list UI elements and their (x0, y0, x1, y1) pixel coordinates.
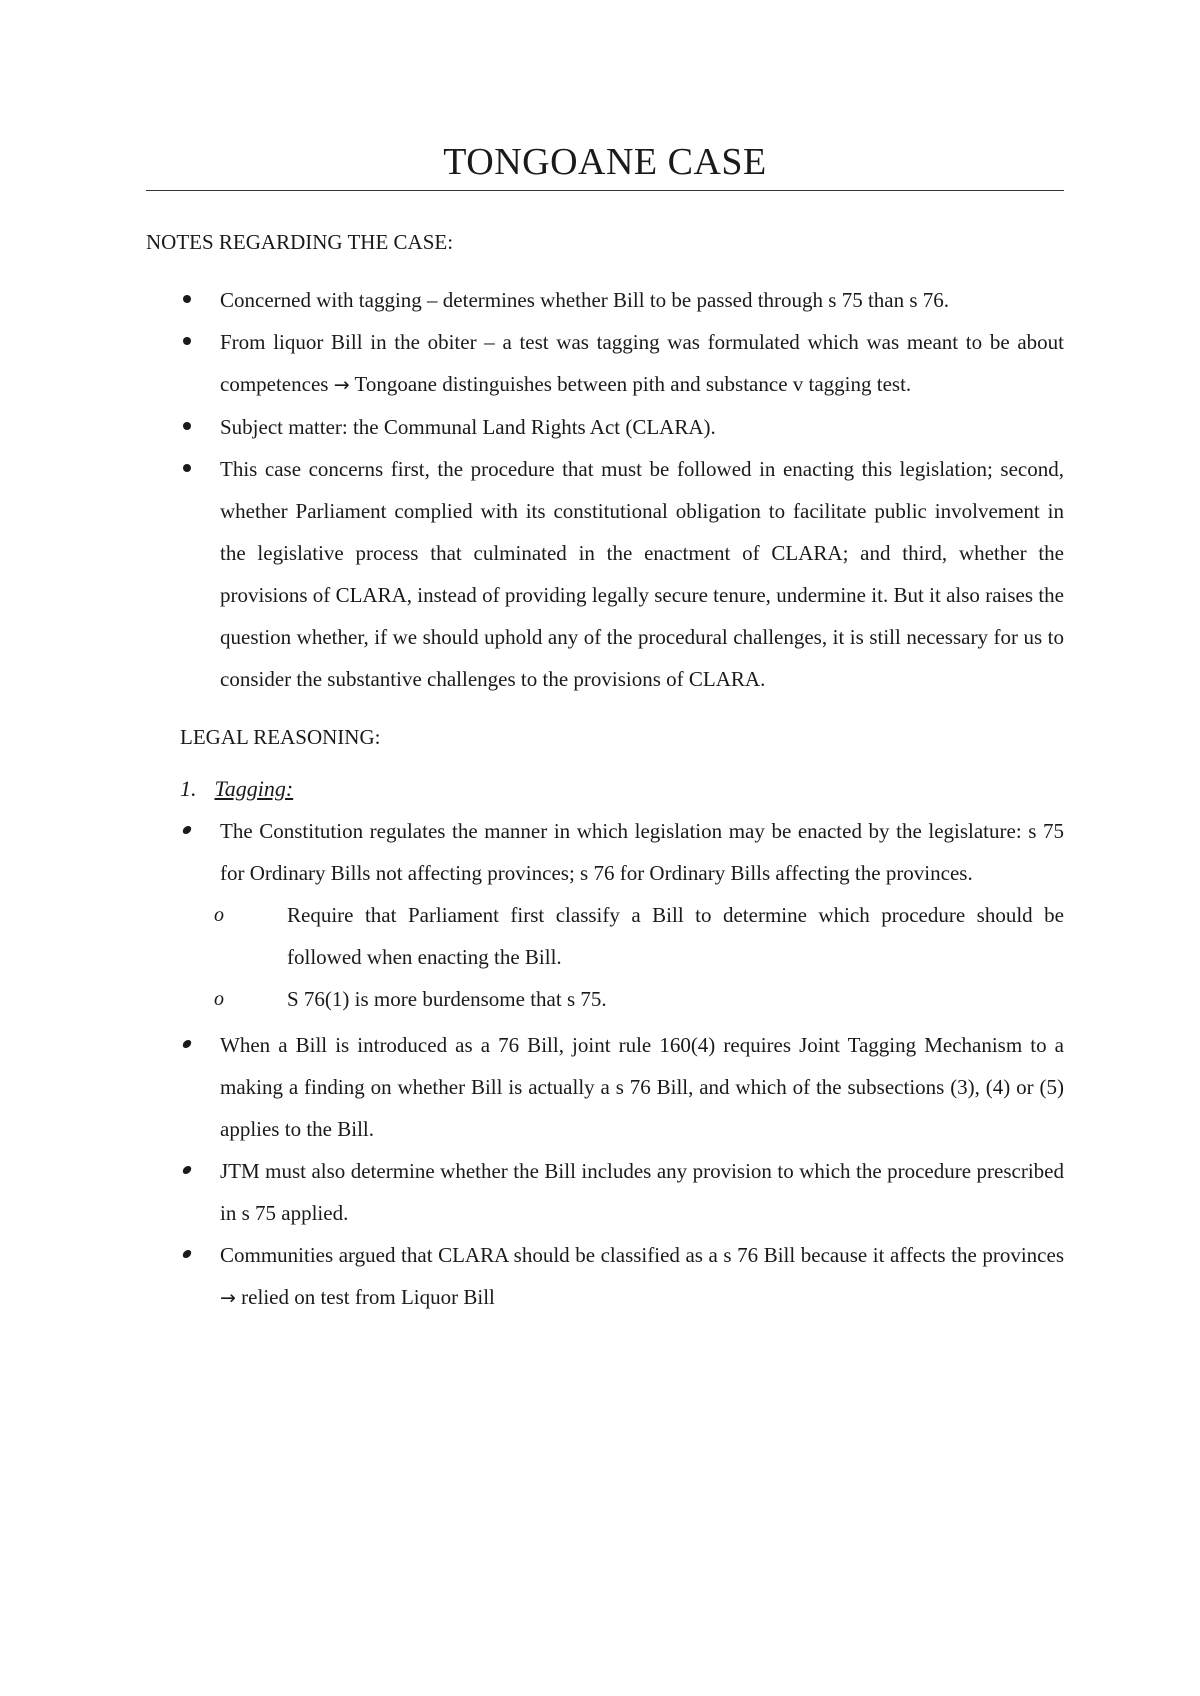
circle-bullet-icon: o (214, 987, 224, 1010)
bullet-icon (183, 295, 191, 303)
note-item (146, 448, 1064, 700)
bullet-icon (182, 1166, 193, 1174)
tagging-sub-list (214, 894, 1064, 1020)
arrow-right-icon: → (333, 373, 350, 396)
notes-heading: NOTES REGARDING THE CASE: (146, 229, 454, 254)
sub-item-text: S 76(1) is more burdensome that s 75. (287, 986, 607, 1011)
sub-list-item (214, 978, 1064, 1020)
tagging-list-continued (146, 1024, 1064, 1319)
sub-list-item (214, 894, 1064, 978)
section-tagging-label (180, 772, 1064, 806)
tagging-item (146, 1024, 1064, 1150)
legal-reasoning-heading: LEGAL REASONING: (180, 724, 381, 749)
bullet-icon (182, 826, 193, 834)
tagging-item (146, 1234, 1064, 1319)
section-number: 1. (180, 775, 197, 801)
note-item (146, 279, 1064, 321)
bullet-text: When a Bill is introduced as a 76 Bill, joint rule 160(4) requires Joint Tagging Mechanism to a making a finding on whether Bill is actually a s 76 Bill, and which of the subsections (3), (4) or (5) applies to the Bill. (220, 1032, 1064, 1141)
arrow-right-icon: → (220, 1286, 236, 1309)
note-item (146, 321, 1064, 406)
tagging-item (146, 1150, 1064, 1234)
bullet-text: From liquor Bill in the obiter – a test was tagging was formulated which was meant to be about competences (220, 329, 1064, 396)
notes-list (146, 279, 1064, 700)
bullet-text: The Constitution regulates the manner in which legislation may be enacted by the legislature: s 75 for Ordinary Bills not affecting provinces; s 76 for Ordinary Bills affecting the provinces. (220, 818, 1064, 885)
sub-item-text: Require that Parliament first classify a Bill to determine which procedure should be followed when enacting the Bill. (287, 902, 1064, 969)
bullet-icon (183, 337, 191, 345)
bullet-text: Concerned with tagging – determines whether Bill to be passed through s 75 than s 76. (220, 287, 950, 312)
bullet-text: JTM must also determine whether the Bill includes any provision to which the procedure prescribed in s 75 applied. (220, 1158, 1064, 1225)
note-item (146, 406, 1064, 448)
bullet-icon (182, 1250, 193, 1258)
bullet-text: This case concerns first, the procedure that must be followed in enacting this legislation; second, whether Parliament complied with its constitutional obligation to facilitate public involvement in the legislative process that culminated in the enactment of CLARA; and third, whether the provisions of CLARA, instead of providing legally secure tenure, undermine it. But it also raises the question whether, if we should uphold any of the procedural challenges, it is still necessary for us to consider the substantive challenges to the provisions of CLARA. (220, 456, 1064, 691)
bullet-text: Subject matter: the Communal Land Rights Act (CLARA). (220, 414, 716, 439)
bullet-text-continued: relied on test from Liquor Bill (235, 1284, 495, 1309)
document-title: TONGOANE CASE (146, 140, 1064, 191)
circle-bullet-icon: o (214, 903, 224, 926)
section-title: Tagging: (214, 775, 294, 801)
tagging-item (146, 810, 1064, 1020)
bullet-icon (183, 464, 191, 472)
bullet-text-continued: Tongoane distinguishes between pith and substance v tagging test. (349, 371, 912, 396)
document-page (146, 140, 1064, 1319)
bullet-icon (182, 1040, 193, 1048)
bullet-text: Communities argued that CLARA should be classified as a s 76 Bill because it affects the provinces (220, 1242, 1064, 1267)
tagging-list (146, 810, 1064, 1020)
bullet-icon (183, 422, 191, 430)
